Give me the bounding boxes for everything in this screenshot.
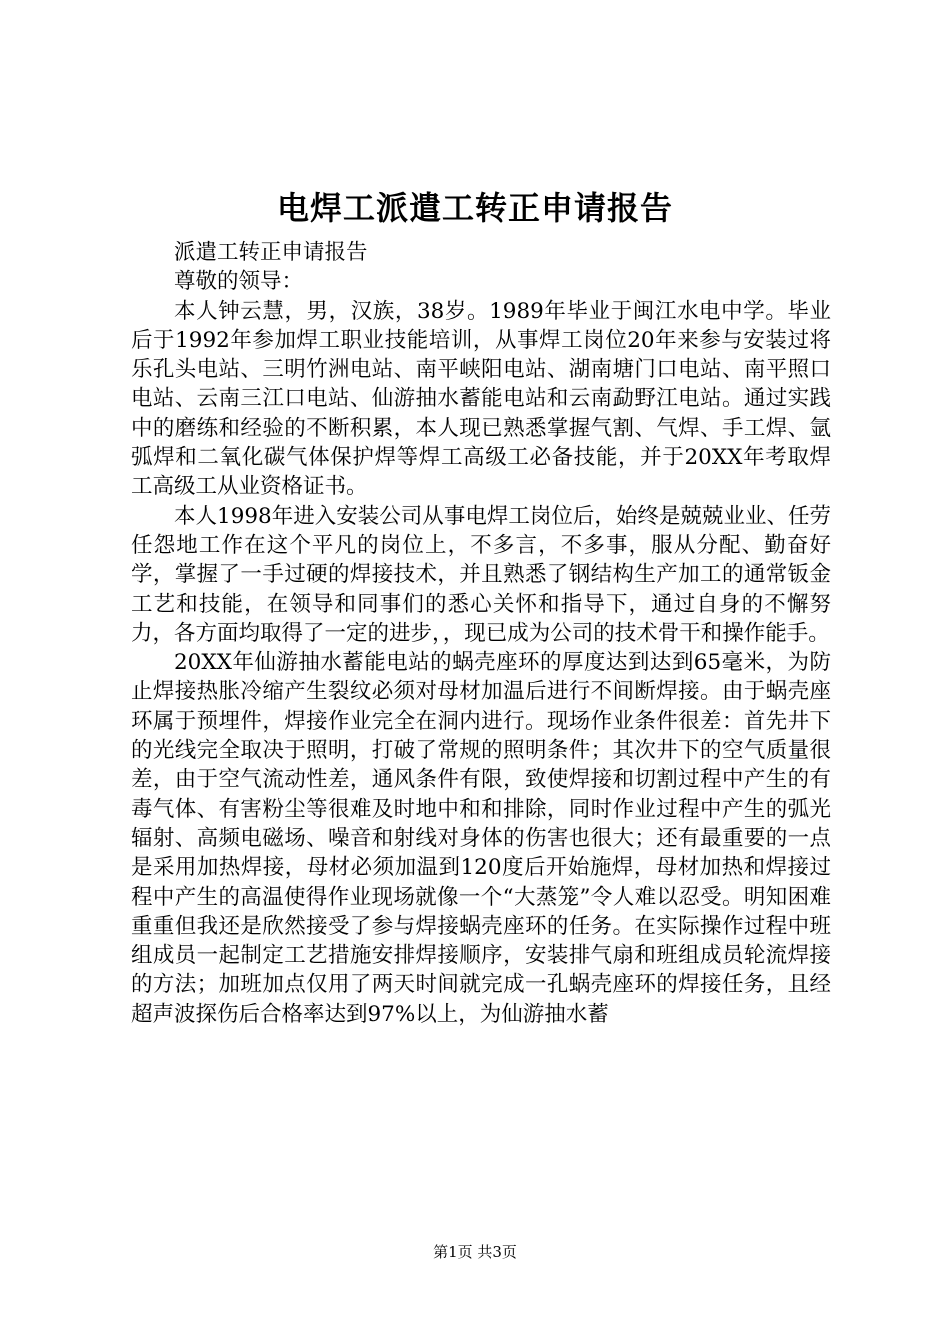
document-title: 电焊工派遣工转正申请报告 — [276, 189, 673, 227]
salutation-paragraph: 尊敬的领导： — [174, 269, 304, 295]
document-body — [131, 238, 831, 1029]
page-footer: 第1页 共3页 — [433, 1243, 517, 1261]
body-paragraph: 本人1998年进入安装公司从事电焊工岗位后，始终是兢兢业业、任劳任怨地工作在这个平凡的岗位上，不多言，不多事，服从分配、勤奋好学，掌握了一手过硬的焊接技术，并且熟悉了钢结构生产加工的通常钣金工艺和技能，在领导和同事们的悉心关怀和指导下，通过自身的不懈努力，各方面均取得了一定的进步，，现已成为公司的技术骨干和操作能手。 — [131, 503, 831, 646]
body-paragraph: 本人钟云慧，男，汉族，38岁。1989年毕业于闽江水电中学。毕业后于1992年参加焊工职业技能培训，从事焊工岗位20年来参与安装过将乐孔头电站、三明竹洲电站、南平峡阳电站、湖南塘门口电站、南平照口电站、云南三江口电站、仙游抽水蓄能电站和云南勐野江电站。通过实践中的磨练和经验的不断积累，本人现已熟悉掌握气割、气焊、手工焊、氩弧焊和二氧化碳气体保护焊等焊工高级工必备技能，并于20XX年考取焊工高级工从业资格证书。 — [131, 298, 831, 500]
subtitle-paragraph: 派遣工转正申请报告 — [174, 240, 368, 265]
body-paragraph: 20XX年仙游抽水蓄能电站的蜗壳座环的厚度达到达到65毫米，为防止焊接热胀冷缩产生裂纹必须对母材加温后进行不间断焊接。由于蜗壳座环属于预埋件，焊接作业完全在洞内进行。现场作业条件很差：首先井下的光线完全取决于照明，打破了常规的照明条件；其次井下的空气质量很差，由于空气流动性差，通风条件有限，致使焊接和切割过程中产生的有毒气体、有害粉尘等很难及时地中和和排除，同时作业过程中产生的弧光辐射、高频电磁场、噪音和射线对身体的伤害也很大；还有最重要的一点是采用加热焊接，母材必须加温到120度后开始施焊，母材加热和焊接过程中产生的高温使得作业现场就像一个“大蒸笼”令人难以忍受。明知困难重重但我还是欣然接受了参与焊接蜗壳座环的任务。在实际操作过程中班组成员一起制定工艺措施安排焊接顺序，安装排气扇和班组成员轮流焊接的方法；加班加点仅用了两天时间就完成一孔蜗壳座环的焊接任务，且经超声波探伤后合格率达到97%以上，为仙游抽水蓄 — [131, 650, 831, 1027]
